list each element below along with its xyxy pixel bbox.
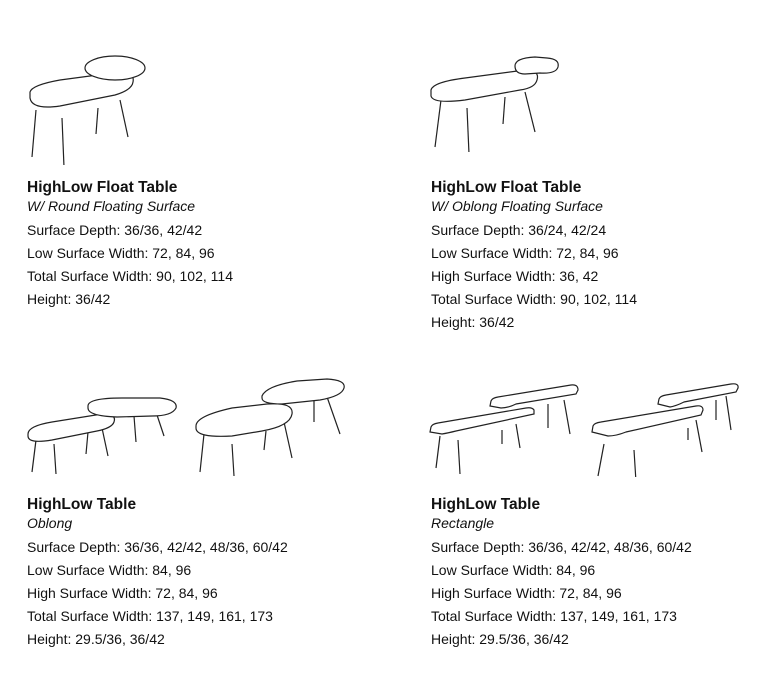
product-subtitle: W/ Round Floating Surface xyxy=(27,198,196,214)
spec-line: Height: 29.5/36, 36/42 xyxy=(431,631,569,647)
float-table-round-illustration xyxy=(20,50,150,165)
spec-line: High Surface Width: 72, 84, 96 xyxy=(27,585,218,601)
product-title: HighLow Table xyxy=(431,496,541,513)
spec-line: Total Surface Width: 137, 149, 161, 173 xyxy=(27,608,273,624)
spec-line: Low Surface Width: 72, 84, 96 xyxy=(431,245,619,261)
product-spec-float-oblong xyxy=(431,178,637,334)
spec-line: Low Surface Width: 72, 84, 96 xyxy=(27,245,215,261)
product-title: HighLow Float Table xyxy=(27,179,178,196)
spec-line: Height: 36/42 xyxy=(431,314,515,330)
spec-line: Low Surface Width: 84, 96 xyxy=(431,562,596,578)
product-subtitle: Rectangle xyxy=(431,515,495,531)
product-spec-highlow-rectangle xyxy=(431,495,692,651)
spec-line: Total Surface Width: 90, 102, 114 xyxy=(431,291,637,307)
spec-line: Height: 36/42 xyxy=(27,291,111,307)
float-table-oblong-illustration xyxy=(425,52,565,152)
highlow-rectangle-illustration xyxy=(426,382,756,477)
spec-line: High Surface Width: 72, 84, 96 xyxy=(431,585,622,601)
spec-line: Surface Depth: 36/36, 42/42 xyxy=(27,222,203,238)
product-spec-float-round xyxy=(27,178,233,311)
spec-line: Total Surface Width: 90, 102, 114 xyxy=(27,268,233,284)
spec-line: Low Surface Width: 84, 96 xyxy=(27,562,192,578)
spec-line: Height: 29.5/36, 36/42 xyxy=(27,631,165,647)
spec-line: High Surface Width: 36, 42 xyxy=(431,268,599,284)
spec-line: Surface Depth: 36/36, 42/42, 48/36, 60/42 xyxy=(431,539,692,555)
product-subtitle: W/ Oblong Floating Surface xyxy=(431,198,603,214)
spec-line: Surface Depth: 36/36, 42/42, 48/36, 60/42 xyxy=(27,539,288,555)
spec-line: Surface Depth: 36/24, 42/24 xyxy=(431,222,607,238)
highlow-oblong-illustration xyxy=(22,376,352,476)
product-spec-highlow-oblong xyxy=(27,495,288,651)
product-title: HighLow Table xyxy=(27,496,137,513)
spec-line: Total Surface Width: 137, 149, 161, 173 xyxy=(431,608,677,624)
product-title: HighLow Float Table xyxy=(431,179,582,196)
product-subtitle: Oblong xyxy=(27,515,73,531)
